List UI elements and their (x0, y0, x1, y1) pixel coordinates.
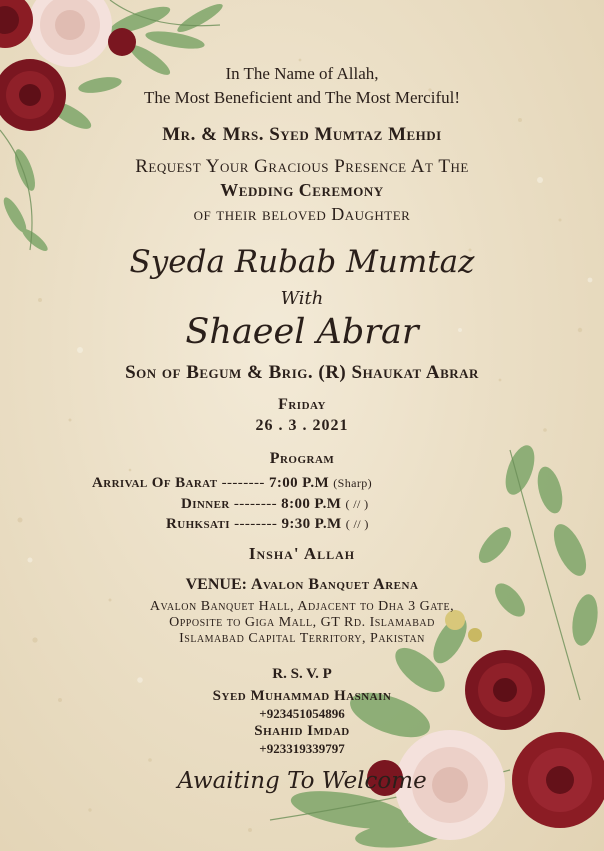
hosts-names: Mr. & Mrs. Syed Mumtaz Mehdi (162, 124, 442, 145)
ceremony-title: Wedding Ceremony (220, 180, 384, 200)
event-day: Friday (278, 396, 326, 413)
program-item-time: 8:00 P.M (281, 496, 342, 512)
program-title: Program (269, 450, 335, 467)
venue-address-line: Avalon Banquet Hall, Adjacent to Dha 3 Gate, (149, 599, 455, 614)
venue-address-line: Opposite to Giga Mall, GT Rd. Islamabad (169, 615, 435, 630)
program-item (166, 516, 369, 533)
daughter-line: of their beloved Daughter (193, 204, 411, 224)
rsvp-contact-phone: +923451054896 (259, 706, 345, 721)
with-word: With (280, 288, 324, 309)
program-item-dashes: -------- (221, 475, 265, 491)
program-item-label: Arrival Of Barat (92, 475, 218, 491)
program-item (181, 496, 369, 513)
program-item-time: 7:00 P.M (268, 475, 330, 491)
groom-parents: Son of Begum & Brig. (R) Shaukat Abrar (125, 362, 479, 383)
program-item-time: 9:30 P.M (281, 516, 342, 532)
venue-address-line: Islamabad Capital Territory, Pakistan (179, 631, 425, 646)
program-item (92, 475, 372, 492)
rsvp-contact-name: Syed Muhammad Hasnain (212, 688, 392, 704)
insha-allah: Insha' Allah (248, 544, 356, 563)
program-item-note: (Sharp) (333, 476, 373, 490)
event-date: 26 . 3 . 2021 (255, 417, 349, 434)
venue-name: Avalon Banquet Arena (250, 576, 419, 593)
closing-line: Awaiting To Welcome (177, 768, 427, 794)
rsvp-contact-name: Shahid Imdad (254, 723, 350, 739)
program-item-note: ( // ) (345, 517, 369, 531)
invocation-line-1: In The Name of Allah, (225, 64, 379, 83)
program-item-label: Ruhksati (166, 516, 230, 532)
program-item-note: ( // ) (345, 497, 369, 511)
rsvp-title: R. S. V. P (272, 666, 332, 682)
program-item-dashes: -------- (233, 496, 278, 512)
program-item-dashes: -------- (234, 516, 278, 532)
request-line: Request Your Gracious Presence At The (135, 156, 469, 177)
venue-label: VENUE: (185, 576, 247, 593)
invocation-line-2: The Most Beneficient and The Most Merciful! (144, 88, 460, 107)
venue-line (0, 576, 604, 594)
bride-name: Syeda Rubab Mumtaz (129, 244, 475, 280)
groom-name: Shaeel Abrar (185, 312, 419, 352)
rsvp-contact-phone: +923319339797 (259, 741, 345, 756)
program-item-label: Dinner (181, 496, 230, 512)
